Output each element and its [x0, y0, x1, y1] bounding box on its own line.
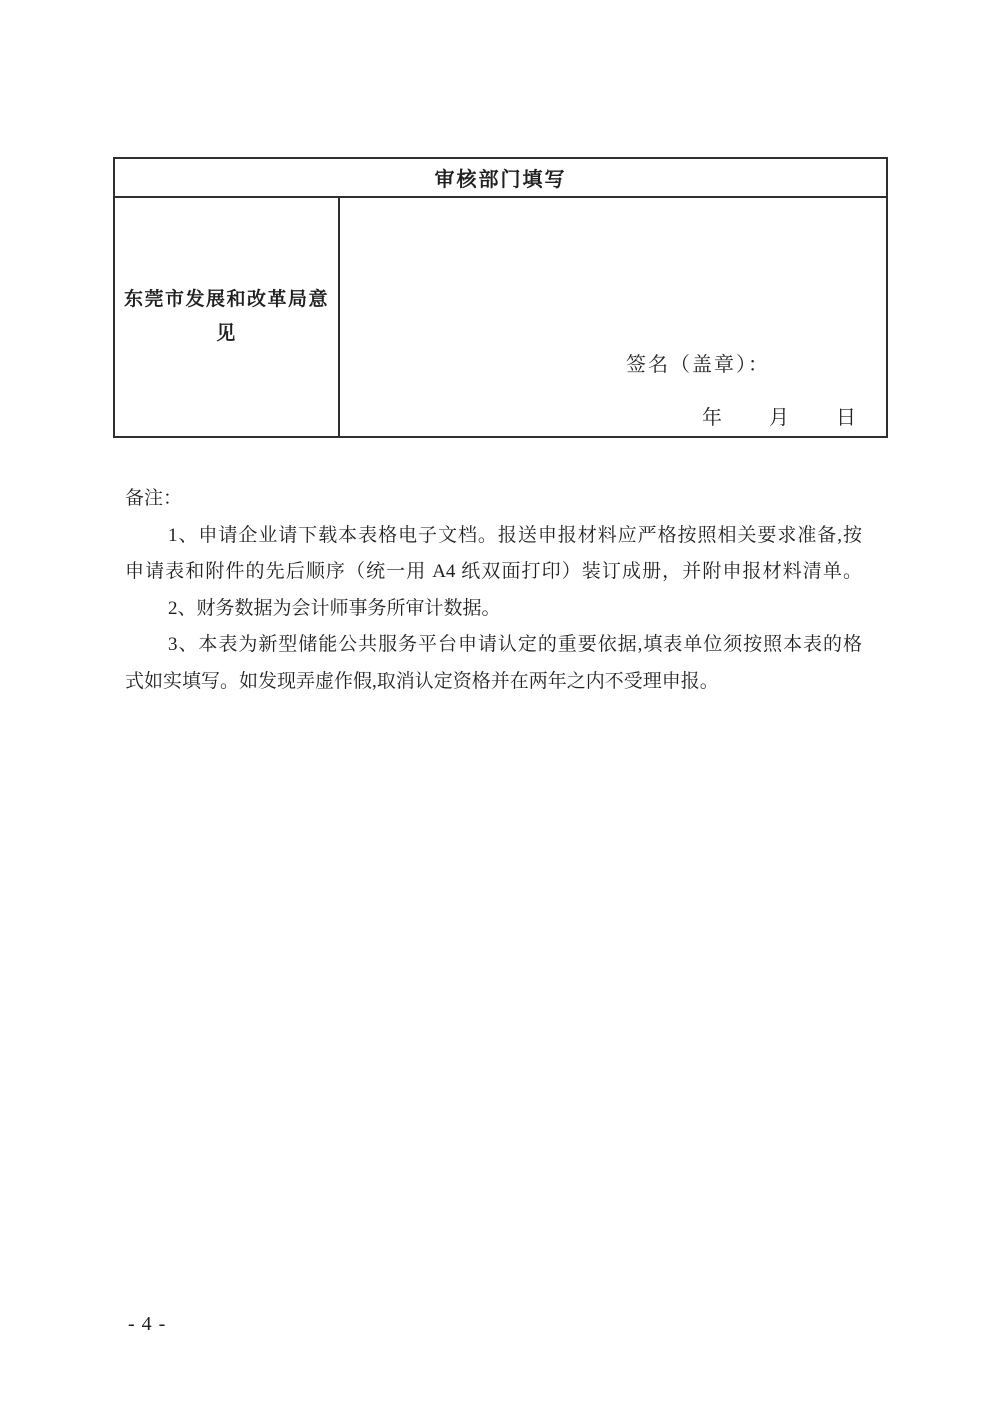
date-day-label: 日	[836, 407, 856, 429]
review-table-body-row	[115, 198, 886, 436]
review-table-header-label: 审核部门填写	[434, 169, 567, 191]
date-year-label: 年	[702, 407, 722, 429]
note-line-4: 3、本表为新型储能公共服务平台申请认定的重要依据,填表单位须按照本表的格	[168, 634, 862, 655]
bureau-opinion-label: 东莞市发展和改革局意见	[123, 289, 329, 344]
notes-title: 备注：	[125, 488, 183, 509]
review-content-cell	[340, 198, 886, 436]
date-line	[702, 401, 856, 430]
notes-section	[125, 481, 862, 700]
note-line-1: 1、申请企业请下载本表格电子文档。报送申报材料应严格按照相关要求准备,按	[168, 524, 862, 546]
note-line-3: 2、财务数据为会计师事务所审计数据。	[168, 597, 501, 619]
review-table-header-row	[115, 159, 886, 198]
note-line-5: 式如实填写。如发现弄虚作假,取消认定资格并在两年之内不受理申报。	[125, 670, 719, 692]
page-number: - 4 -	[128, 1313, 167, 1335]
review-table	[113, 157, 888, 438]
note-line-2: 申请表和附件的先后顺序（统一用 A4 纸双面打印）装订成册，并附申报材料清单。	[125, 561, 862, 582]
signature-label: 签名（盖章）：	[626, 354, 770, 376]
bureau-opinion-cell	[115, 198, 340, 436]
date-month-label: 月	[769, 407, 789, 429]
